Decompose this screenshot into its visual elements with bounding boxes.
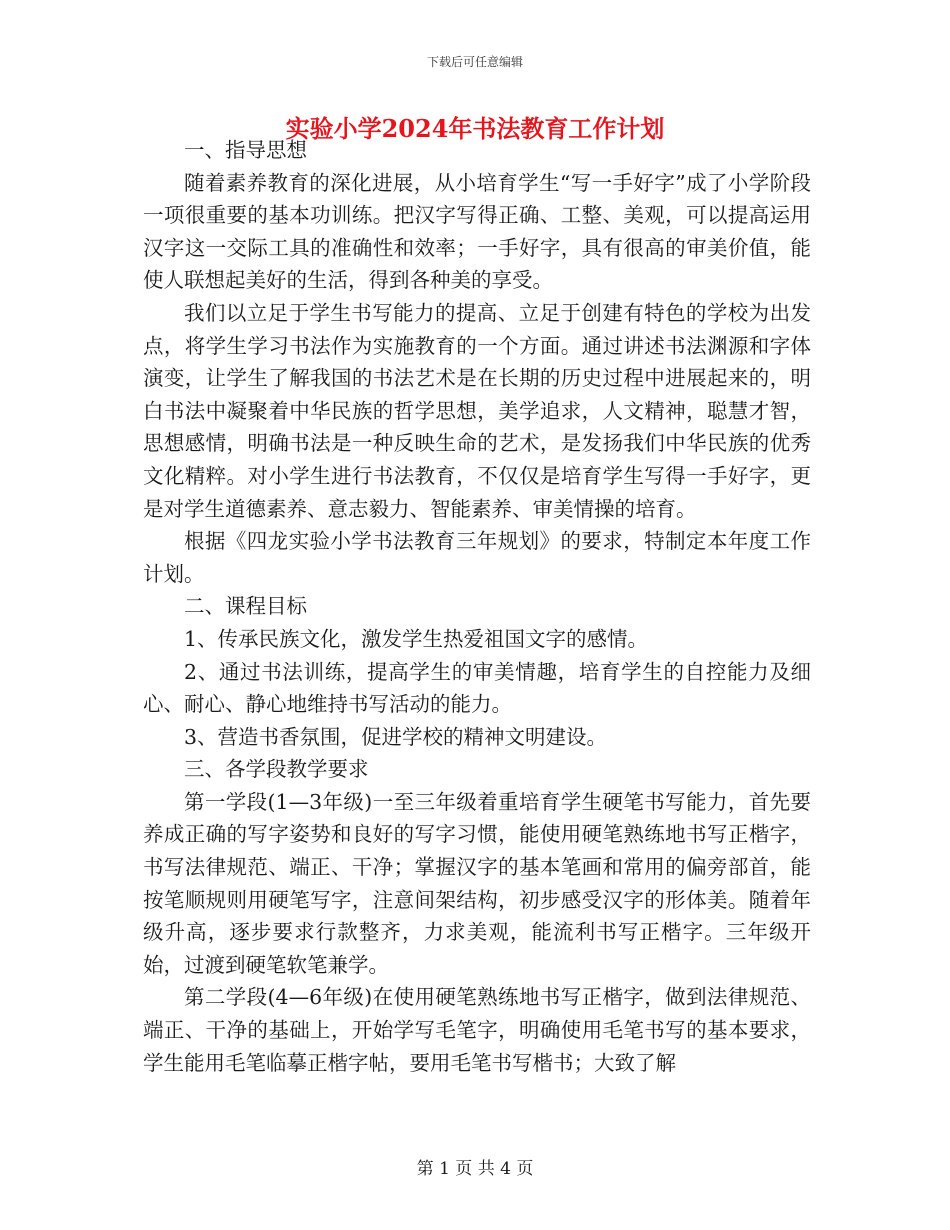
list-item: 3、营造书香氛围，促进学校的精神文明建设。 [184, 724, 608, 749]
heading-stage-requirements: 三、各学段教学要求 [184, 757, 369, 782]
paragraph: 我们以立足于学生书写能力的提高、立足于创建有特色的学校为出发点，将学生学习书法作为实施教育的一个方面。通过讲述书法渊源和字体演变，让学生了解我国的书法艺术是在长期的历史过程中进展起来的，明白书法中凝聚着中华民族的哲学思想，美学追求，人文精神，聪慧才智，思想感情，明确书法是一种反映生命的艺术，是发扬我们中华民族的优秀文化精粹。对小学生进行书法教育，不仅仅是培育学生写得一手好字，更是对学生道德素养、意志毅力、智能素养、审美情操的培育。 [143, 300, 811, 521]
heading-course-goals: 二、课程目标 [184, 594, 307, 619]
list-item: 1、传承民族文化，激发学生热爱祖国文字的感情。 [184, 626, 649, 651]
header-note: 下载后可任意编辑 [426, 55, 523, 69]
heading-guiding-ideology: 一、指导思想 [184, 138, 307, 162]
page-footer: 第 1 页 共 4 页 [416, 1159, 534, 1179]
paragraph: 根据《四龙实验小学书法教育三年规划》的要求，特制定本年度工作计划。 [143, 529, 811, 586]
document-body [143, 134, 811, 1079]
document-title: 实验小学2024年书法教育工作计划 [285, 114, 665, 143]
paragraph: 第一学段(1—3年级)一至三年级着重培育学生硬笔书写能力，首先要养成正确的写字姿势和良好的写字习惯，能使用硬笔熟练地书写正楷字，书写法律规范、端正、干净；掌握汉字的基本笔画和常用的偏旁部首，能按笔顺规则用硬笔写字，注意间架结构，初步感受汉字的形体美。随着年级升高，逐步要求行款整齐，力求美观，能流利书写正楷字。三年级开始，过渡到硬笔软笔兼学。 [143, 789, 811, 977]
paragraph: 随着素养教育的深化进展，从小培育学生“写一手好字”成了小学阶段一项很重要的基本功训练。把汉字写得正确、工整、美观，可以提高运用汉字这一交际工具的准确性和效率；一手好字，具有很高的审美价值，能使人联想起美好的生活，得到各种美的享受。 [143, 170, 811, 293]
list-item: 2、通过书法训练，提高学生的审美情趣，培育学生的自控能力及细心、耐心、静心地维持书写活动的能力。 [143, 659, 811, 717]
paragraph: 第二学段(4—6年级)在使用硬笔熟练地书写正楷字，做到法律规范、端正、干净的基础上，开始学写毛笔字，明确使用毛笔书写的基本要求，学生能用毛笔临摹正楷字帖，要用毛笔书写楷书；大致了解 [143, 985, 811, 1075]
